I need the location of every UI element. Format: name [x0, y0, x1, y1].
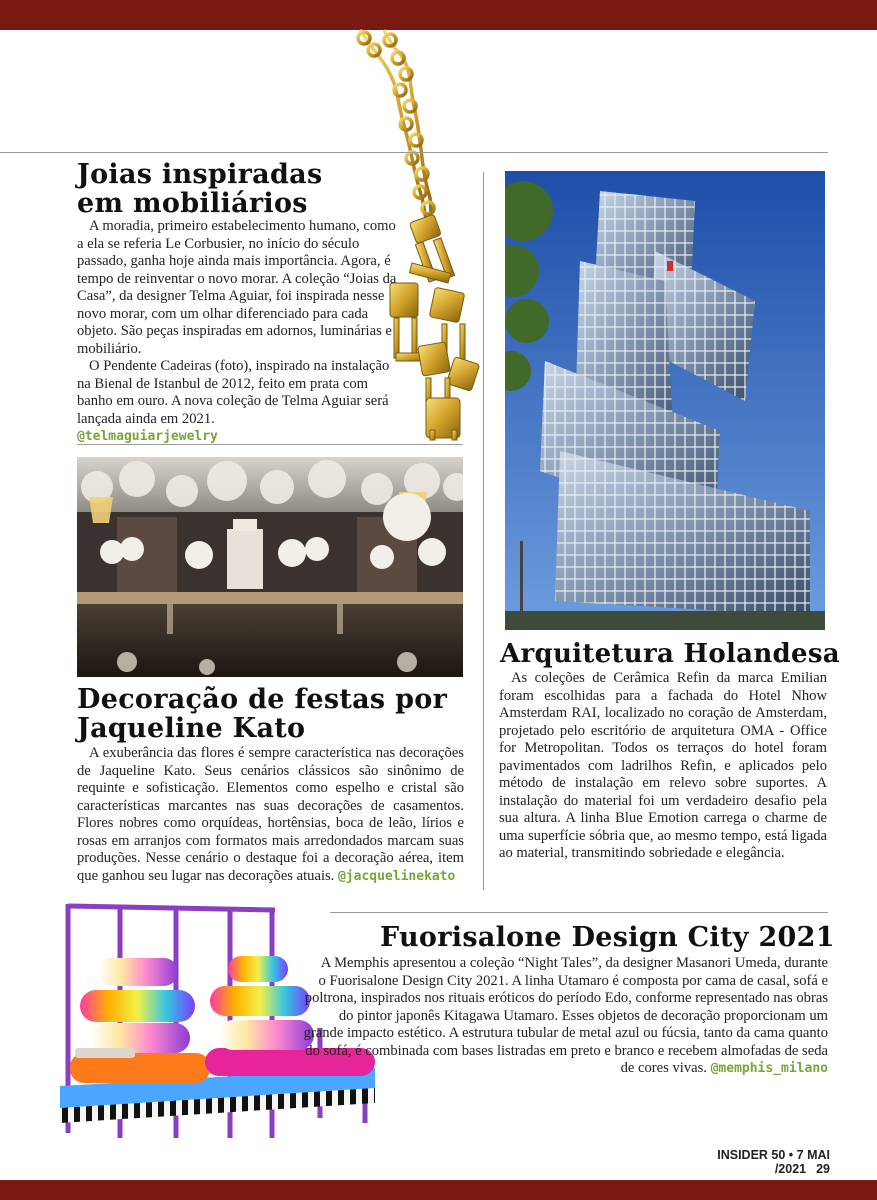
bottom-accent-bar	[0, 1180, 877, 1200]
top-accent-bar	[0, 0, 877, 30]
jewelry-title-line2: em mobiliários	[77, 188, 308, 219]
party-article-body	[77, 745, 464, 885]
jewelry-title-line1: Joias inspiradas	[77, 159, 323, 190]
page-number: 29	[816, 1162, 830, 1176]
party-paragraph: A exuberância das flores é sempre característica nas decorações de Jaqueline Kato. Seus cenários clássicos são sinônimo de requinte e sofisticação. Elementos como espelho e cristal são características marcantes nas suas decorações de casamentos. Flores nobres como orquídeas, hortênsias, boca de leão, lírios e rosas em arranjos com formatos mais arredondados marcam suas produções. Nesse cenário o destaque foi a decoração aérea, item que ganhou seu lugar nas decorações atuais. @jacquelinekato	[77, 745, 464, 884]
jaqueline-kato-handle-link[interactable]: @jacquelinekato	[337, 868, 456, 884]
jewelry-article-title	[77, 160, 407, 218]
jewelry-paragraph-2: O Pendente Cadeiras (foto), inspirado na instalação na Bienal de Istanbul de 2012, feito em prata com banho em ouro. A nova coleção de Telma Aguiar será lançada ainda em 2021.	[77, 358, 390, 427]
nhow-amsterdam-hotel-photo	[505, 171, 825, 630]
top-section-rule	[0, 152, 828, 153]
jewelry-paragraph-1: A moradia, primeiro estabelecimento humano, como a ela se referia Le Corbusier, no início do século passado, ganha hoje ainda mais importância. Agora, é tempo de reinventar o novo morar. A coleção “Joias da Casa”, da designer Telma Aguiar, foi inspirada nesse novo morar, com um olhar diferenciado para cada objeto. São peças inspiradas em adornos, luminárias e mobiliário.	[77, 218, 397, 357]
publication-issue-label: INSIDER 50 • 7 MAI /2021	[717, 1148, 830, 1176]
column-divider	[483, 172, 484, 890]
dutch-architecture-paragraph: As coleções de Cerâmica Refin da marca Emilian foram escolhidas para a fachada do Hotel Nhow Amsterdam RAI, localizado no coração de Amsterdam, projetado pelo escritório de arquitetura OMA - Office for Metropolitan. Todos os terraços do hotel foram pavimentados com ladrilhos Refin, e aplicados pelo método de instalação em relevo sobre suportes. A instalação do material foi um verdadeiro desafio pela sua altura. A linha Blue Emotion carrega o charme de uma superfície sóbria que, ao mesmo tempo, está ligada ao material, transmitindo sobriedade e elegância.	[499, 670, 827, 861]
memphis-milano-handle-link[interactable]: @memphis_milano	[710, 1061, 828, 1076]
fuorisalone-title: Fuorisalone Design City 2021	[380, 922, 835, 953]
dutch-architecture-body	[499, 670, 827, 863]
dutch-architecture-title: Arquitetura Holandesa	[500, 639, 840, 669]
fuorisalone-body	[300, 955, 828, 1078]
party-decoration-photo	[77, 457, 463, 677]
section1-bottom-rule	[77, 444, 463, 445]
section4-top-rule	[330, 912, 828, 913]
party-article-title	[77, 685, 477, 743]
party-title-line1: Decoração de festas por	[77, 684, 448, 715]
page-footer	[660, 1148, 830, 1176]
telma-aguiar-handle-link[interactable]: @telmaguiarjewelry	[77, 429, 218, 444]
party-title-line2: Jaqueline Kato	[77, 713, 306, 744]
jewelry-article-body	[77, 218, 402, 446]
fuorisalone-paragraph: A Memphis apresentou a coleção “Night Tales”, da designer Masanori Umeda, durante o Fuorisalone Design City 2021. A linha Utamaro é composta por cama de casal, sofá e poltrona, inspirados nos rituais eróticos do período Edo, conforme representado nas obras do pintor japonês Kitagawa Utamaro. Esses objetos de decoração proporcionam um grande impacto estético. A estrutura tubular de metal azul ou fúcsia, tanto da cama quanto do sofá, é combinada com bases listradas em preto e branco e recebem almofadas de seda de cores vivas. @memphis_milano	[303, 955, 828, 1076]
